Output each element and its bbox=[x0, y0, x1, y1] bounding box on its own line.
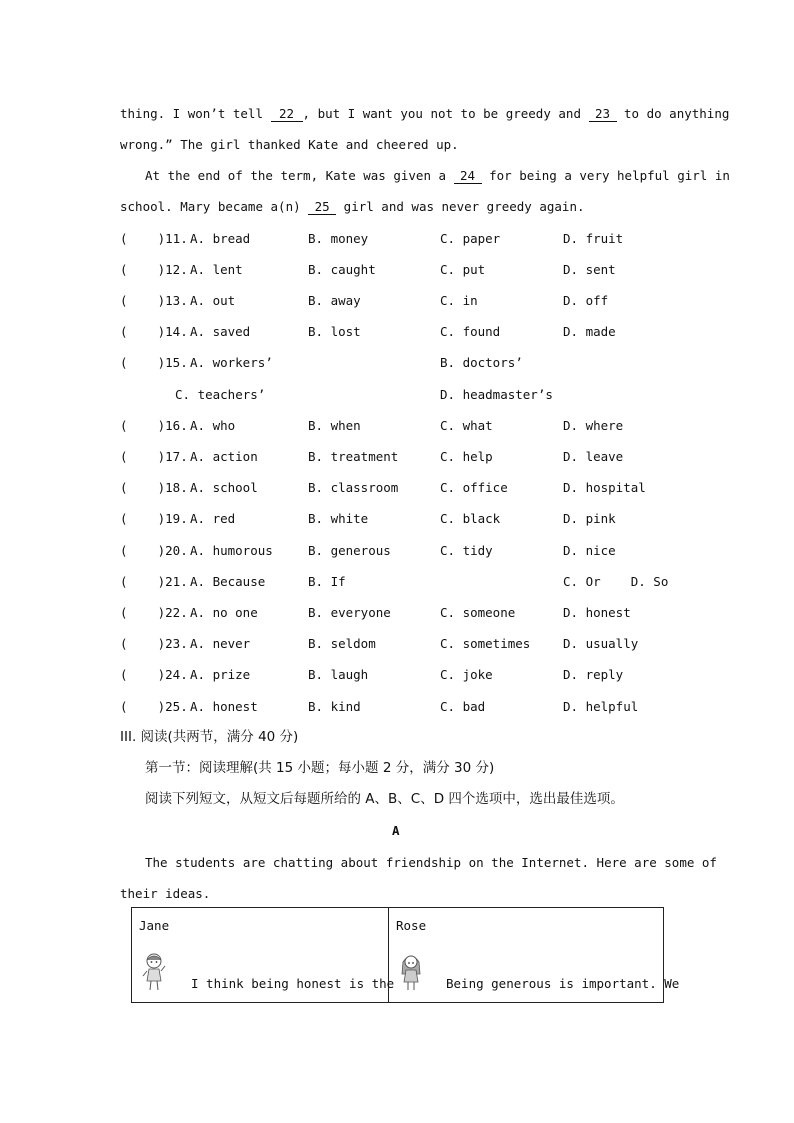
option-b: B. money bbox=[308, 231, 369, 246]
question-row bbox=[120, 449, 700, 465]
option-b: B. lost bbox=[308, 324, 361, 339]
question-row bbox=[120, 511, 700, 527]
option-d: D. helpful bbox=[563, 699, 639, 714]
option-c: D. headmaster’s bbox=[440, 387, 553, 402]
section-heading: III. 阅读(共两节，满分 40 分) bbox=[120, 729, 299, 745]
option-c: C. sometimes bbox=[440, 636, 531, 651]
question-row bbox=[120, 262, 700, 278]
passage-text: thing. I won’t tell bbox=[120, 106, 271, 121]
option-c: C. found bbox=[440, 324, 501, 339]
option-d: D. reply bbox=[563, 667, 624, 682]
option-c: C. paper bbox=[440, 231, 501, 246]
section-instruction: 阅读下列短文，从短文后每题所给的 A、B、C、D 四个选项中，选出最佳选项。 bbox=[145, 791, 624, 807]
intro-line-2: their ideas. bbox=[120, 886, 211, 901]
option-b: B. generous bbox=[308, 543, 391, 558]
option-c: B. doctors’ bbox=[440, 355, 523, 370]
option-d: D. honest bbox=[563, 605, 631, 620]
question-number: ( )14. bbox=[120, 324, 188, 339]
passage-text: girl and was never greedy again. bbox=[336, 199, 585, 214]
option-c: C. office bbox=[440, 480, 508, 495]
blank-24: 24 bbox=[454, 169, 482, 184]
option-a: A. red bbox=[190, 511, 236, 526]
option-b: B. treatment bbox=[308, 449, 399, 464]
question-row bbox=[120, 543, 700, 559]
option-a: A. Because bbox=[190, 574, 266, 589]
option-d: D. where bbox=[563, 418, 624, 433]
option-c: C. bad bbox=[440, 699, 486, 714]
jane-avatar-icon bbox=[142, 952, 166, 992]
option-c: C. black bbox=[440, 511, 501, 526]
passage-text: school. Mary became a(n) bbox=[120, 199, 309, 214]
option-d: C. Or D. So bbox=[563, 574, 669, 589]
question-number: ( )23. bbox=[120, 636, 188, 651]
option-a: A. prize bbox=[190, 667, 251, 682]
option-d: D. off bbox=[563, 293, 609, 308]
question-number: ( )22. bbox=[120, 605, 188, 620]
option-a: A. never bbox=[190, 636, 251, 651]
question-number: ( )11. bbox=[120, 231, 188, 246]
question-number: ( )24. bbox=[120, 667, 188, 682]
question-row bbox=[120, 231, 700, 247]
option-c: C. someone bbox=[440, 605, 516, 620]
passage-line-3 bbox=[145, 168, 730, 184]
option-a: A. lent bbox=[190, 262, 243, 277]
option-b: B. classroom bbox=[308, 480, 399, 495]
option-b: B. If bbox=[308, 574, 346, 589]
opinion-table bbox=[131, 907, 680, 1003]
intro-line-1: The students are chatting about friendship on the Internet. Here are some of bbox=[145, 855, 717, 870]
question-row bbox=[120, 699, 700, 715]
option-a: A. workers’ bbox=[190, 355, 273, 370]
rose-opinion: Being generous is important. We bbox=[446, 976, 680, 991]
question-number: ( )19. bbox=[120, 511, 188, 526]
option-d: D. hospital bbox=[563, 480, 646, 495]
option-d: D. usually bbox=[563, 636, 639, 651]
question-row bbox=[120, 574, 700, 590]
option-c: C. tidy bbox=[440, 543, 493, 558]
question-number: ( )25. bbox=[120, 699, 188, 714]
option-d: D. pink bbox=[563, 511, 616, 526]
passage-line-2: wrong.” The girl thanked Kate and cheered up. bbox=[120, 137, 459, 152]
option-b: B. caught bbox=[308, 262, 376, 277]
rose-avatar-icon bbox=[399, 952, 423, 992]
question-row bbox=[120, 636, 700, 652]
jane-name: Jane bbox=[139, 918, 170, 933]
option-b: B. everyone bbox=[308, 605, 391, 620]
blank-23: 23 bbox=[589, 107, 617, 122]
option-a: A. out bbox=[190, 293, 236, 308]
question-number: ( )15. bbox=[120, 355, 188, 370]
option-d: D. leave bbox=[563, 449, 624, 464]
question-row bbox=[120, 293, 700, 309]
option-a: A. saved bbox=[190, 324, 251, 339]
question-number: ( )16. bbox=[120, 418, 188, 433]
question-row bbox=[120, 605, 700, 621]
option-a: C. teachers’ bbox=[175, 387, 266, 402]
option-d: D. fruit bbox=[563, 231, 624, 246]
question-row bbox=[120, 480, 700, 496]
option-c: C. joke bbox=[440, 667, 493, 682]
passage-text: At the end of the term, Kate was given a bbox=[145, 168, 454, 183]
passage-text: , but I want you not to be greedy and bbox=[302, 106, 589, 121]
blank-25: 25 bbox=[308, 200, 336, 215]
question-row bbox=[120, 324, 700, 340]
option-a: A. honest bbox=[190, 699, 258, 714]
question-row bbox=[120, 667, 700, 683]
passage-text: for being a very helpful girl in bbox=[481, 168, 730, 183]
question-number: ( )13. bbox=[120, 293, 188, 308]
option-a: A. who bbox=[190, 418, 236, 433]
option-b: B. kind bbox=[308, 699, 361, 714]
option-b: B. laugh bbox=[308, 667, 369, 682]
section-subheading: 第一节：阅读理解(共 15 小题；每小题 2 分，满分 30 分) bbox=[145, 760, 495, 776]
option-d: D. made bbox=[563, 324, 616, 339]
option-a: A. bread bbox=[190, 231, 251, 246]
question-row bbox=[120, 355, 700, 371]
option-c: C. in bbox=[440, 293, 478, 308]
rose-name: Rose bbox=[396, 918, 427, 933]
question-number: ( )21. bbox=[120, 574, 188, 589]
option-c: C. help bbox=[440, 449, 493, 464]
option-a: A. school bbox=[190, 480, 258, 495]
part-label: A bbox=[392, 823, 400, 838]
question-row bbox=[120, 418, 700, 434]
question-row bbox=[120, 387, 700, 403]
question-number: ( )20. bbox=[120, 543, 188, 558]
question-number: ( )12. bbox=[120, 262, 188, 277]
blank-22: 22 bbox=[271, 107, 303, 122]
option-c: C. what bbox=[440, 418, 493, 433]
question-number: ( )17. bbox=[120, 449, 188, 464]
passage-line-4 bbox=[120, 199, 585, 215]
passage-text: to do anything bbox=[616, 106, 730, 121]
option-b: B. away bbox=[308, 293, 361, 308]
option-d: D. sent bbox=[563, 262, 616, 277]
option-a: A. humorous bbox=[190, 543, 273, 558]
option-a: A. action bbox=[190, 449, 258, 464]
option-d: D. nice bbox=[563, 543, 616, 558]
question-number: ( )18. bbox=[120, 480, 188, 495]
jane-opinion: I think being honest is the bbox=[191, 976, 395, 991]
passage-line-1 bbox=[120, 106, 729, 122]
option-b: B. seldom bbox=[308, 636, 376, 651]
option-a: A. no one bbox=[190, 605, 258, 620]
option-b: B. white bbox=[308, 511, 369, 526]
option-b: B. when bbox=[308, 418, 361, 433]
option-c: C. put bbox=[440, 262, 486, 277]
